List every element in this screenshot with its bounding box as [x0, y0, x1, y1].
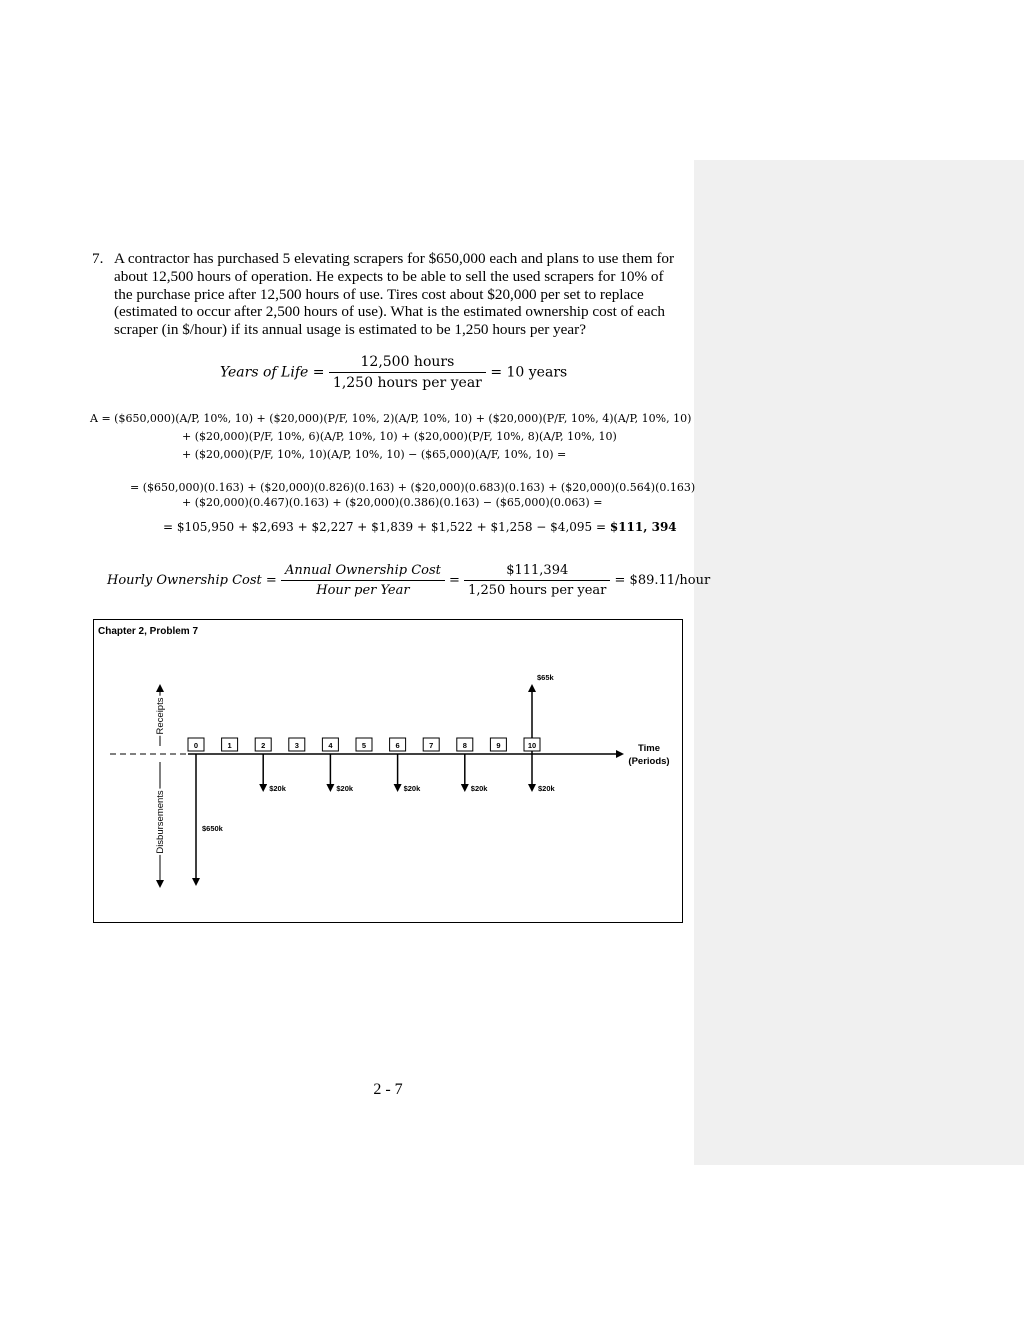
- period-label-9: 9: [496, 741, 501, 750]
- sum-terms: = $105,950 + $2,693 + $2,227 + $1,839 + $1,522 + $1,258 − $4,095 =: [163, 520, 610, 534]
- comment-pane: [694, 160, 1024, 1165]
- hourly-num-1: Annual Ownership Cost: [281, 563, 445, 581]
- period-label-3: 3: [294, 741, 299, 750]
- factor-values-equation: [130, 480, 695, 510]
- time-axis-label: Time: [637, 743, 661, 754]
- period-label-1: 1: [227, 741, 232, 750]
- hourly-den-1: Hour per Year: [316, 583, 410, 598]
- period-label-6: 6: [395, 741, 400, 750]
- life-fraction: [329, 354, 486, 391]
- life-denominator: 1,250 hours per year: [332, 375, 482, 391]
- flow-label-0: $650k: [202, 824, 223, 833]
- flow-label-1: $20k: [269, 784, 286, 793]
- chart-title: Chapter 2, Problem 7: [98, 626, 199, 637]
- page-number: 2 - 7: [373, 1081, 403, 1098]
- flow-label-2: $20k: [336, 784, 354, 793]
- sum-result: $111, 394: [609, 520, 677, 534]
- period-label-10: 10: [527, 741, 537, 750]
- factor-line-1: = ($650,000)(0.163) + ($20,000)(0.826)(0.163) + ($20,000)(0.683)(0.163) + ($20,000)(0.564)(0.163): [130, 481, 696, 494]
- factor-line-2: + ($20,000)(0.467)(0.163) + ($20,000)(0.386)(0.163) − ($65,000)(0.063) =: [182, 496, 603, 509]
- annuity-line-2: + ($20,000)(P/F, 10%, 6)(A/P, 10%, 10) + ($20,000)(P/F, 10%, 8)(A/P, 10%, 10): [182, 430, 617, 443]
- hourly-fraction-2: [464, 563, 610, 598]
- cash-flow-svg: [94, 620, 682, 922]
- hourly-cost-equation: [107, 563, 710, 598]
- period-label-8: 8: [462, 741, 467, 750]
- hourly-rhs: = $89.11/hour: [614, 573, 711, 588]
- annuity-equation: [90, 410, 691, 464]
- flow-label-6: $65k: [537, 673, 554, 682]
- flow-label-3: $20k: [403, 784, 421, 793]
- problem-text: A contractor has purchased 5 elevating scrapers for $650,000 each and plans to use them for about 12,500 hours of operation. He expects to be able to sell the used scrapers for 10% of the purchase price after 12,500 hours of use. Tires cost about $20,000 per set to replace (estimated to occur after 2,500 hours of use). What is the estimated ownership cost of each scraper (in $/hour) if its annual usage is estimated to be 1,250 hours per year?: [114, 250, 675, 339]
- hourly-num-2: $111,394: [464, 563, 610, 581]
- period-label-2: 2: [261, 741, 266, 750]
- hourly-lhs: Hourly Ownership Cost =: [107, 573, 277, 588]
- sum-equation: [163, 520, 677, 534]
- life-numerator: 12,500 hours: [329, 354, 486, 373]
- cash-flows: [193, 673, 556, 884]
- period-label-5: 5: [361, 741, 367, 750]
- cash-flow-diagram: [93, 619, 683, 923]
- problem-statement: [92, 250, 682, 339]
- life-rhs: = 10 years: [490, 364, 568, 381]
- disbursements-label: Disbursements: [155, 790, 166, 854]
- annuity-line-1: A = ($650,000)(A/P, 10%, 10) + ($20,000)(P/F, 10%, 2)(A/P, 10%, 10) + ($20,000)(P/F, 10%, 4)(A/P, 10%, 10): [90, 412, 692, 425]
- annuity-line-3: + ($20,000)(P/F, 10%, 10)(A/P, 10%, 10) − ($65,000)(A/F, 10%, 10) =: [182, 448, 567, 461]
- years-of-life-equation: [220, 354, 567, 391]
- receipts-label: Receipts: [155, 697, 166, 735]
- flow-label-5: $20k: [538, 784, 555, 793]
- hourly-fraction-1: [281, 563, 445, 598]
- period-labels: [188, 738, 540, 751]
- period-label-4: 4: [328, 741, 333, 750]
- hourly-den-2: 1,250 hours per year: [468, 583, 607, 598]
- period-label-7: 7: [429, 741, 434, 750]
- life-lhs: Years of Life =: [220, 364, 325, 381]
- hourly-eq: =: [449, 573, 460, 588]
- time-axis-label-2: (Periods): [628, 756, 670, 767]
- period-label-0: 0: [193, 741, 199, 750]
- flow-label-4: $20k: [470, 784, 488, 793]
- problem-number: 7.: [92, 250, 104, 267]
